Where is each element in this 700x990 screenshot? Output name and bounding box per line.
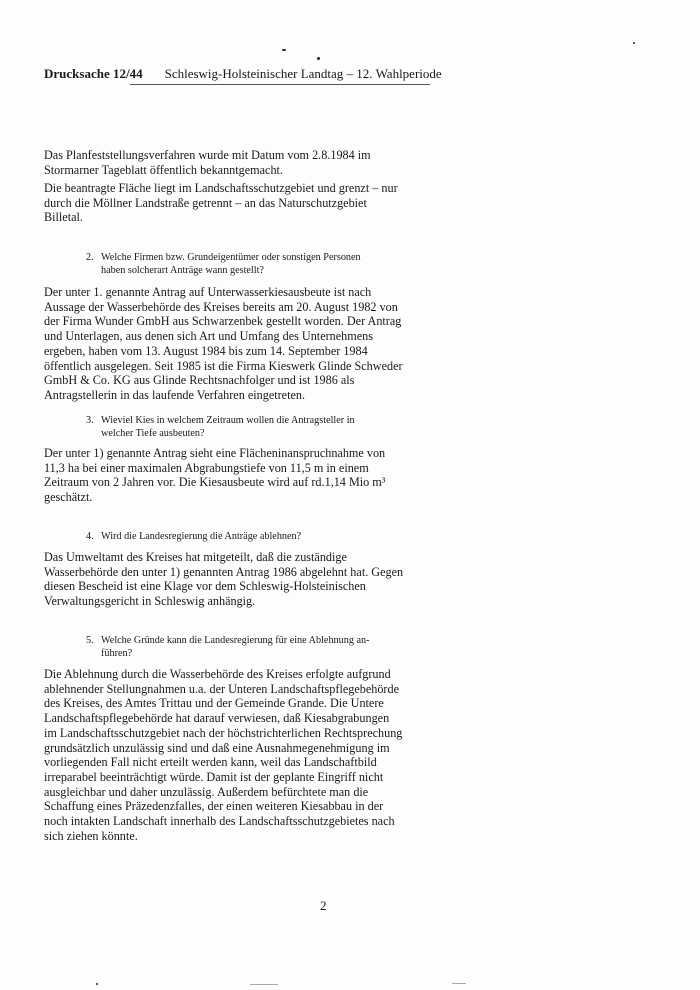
scan-speck [633,42,635,44]
question-text: führen? [101,647,133,659]
question-number: 3. [86,415,94,426]
answer-2: Der unter 1. genannte Antrag auf Unterwasserkiesausbeute ist nach Aussage der Wasserbehörde des Kreises bereits am 20. August 1982 von der Firma Wunder GmbH aus Schwarzenbek gestellt worden. Der Antrag und Unterlagen, aus denen sich Art und Umfang des Unternehmens ergeben, haben vom 13. August 1984 bis zum 14. September 1984 öffentlich ausgelegen. Seit 1985 ist die Firma Kieswerk Glinde Schweder GmbH & Co. KG aus Glinde Rechtsnachfolger und ist 1986 als Antragstellerin in das laufende Verfahren eingetreten. [44,285,403,402]
question-text: welcher Tiefe ausbeuten? [101,427,205,439]
question-5 [88,635,404,660]
answer-5: Die Ablehnung durch die Wasserbehörde des Kreises erfolgte aufgrund ablehnender Stellungnahmen u.a. der Unteren Landschaftspflegebehörde des Kreises, des Amtes Trittau und der Gemeinde Grande. Die Untere Landschaftspflegebehörde hat darauf verwiesen, daß Kiesabgrabungen im Landschaftsschutzgebiet nach der höchstrichterlichen Rechtsprechung grundsätzlich unzulässig sind und daß eine Ausnahmegenehmigung im vorliegenden Fall nicht erteilt werden kann, weil das Landschaftbild irreparabel beeinträchtigt würde. Damit ist der geplante Eingriff nicht ausgleichbar und daher unzulässig. Außerdem befürchtete man die Schaffung eines Präzedenzfalles, der einen weiteren Kiesabbau in der noch intakten Landschaft innerhalb des Landschaftsschutzgebietes nach sich ziehen könnte. [44,667,403,843]
question-3 [88,415,404,440]
header-rule [130,84,430,85]
question-text: haben solcherart Anträge wann gestellt? [101,264,264,276]
paragraph-area: Die beantragte Fläche liegt im Landschaftsschutzgebiet und grenzt – nur durch die Möllner Landstraße getrennt – an das Naturschutzgebiet Billetal. [44,181,398,225]
answer-3: Der unter 1) genannte Antrag sieht eine Flächeninanspruchnahme von 11,3 ha bei einer maximalen Abgrabungstiefe von 11,5 m in einem Zeitraum von 2 Jahren vor. Die Kiesausbeute wird auf rd.1,14 Mio m³ geschätzt. [44,446,386,505]
scan-speck [317,57,320,60]
scan-speck [96,983,98,985]
page-number: 2 [320,898,327,913]
paragraph-procedure: Das Planfeststellungsverfahren wurde mit Datum vom 2.8.1984 im Stormarner Tageblatt öffentlich bekanntgemacht. [44,148,371,177]
question-number: 2. [86,252,94,263]
question-text: Welche Firmen bzw. Grundeigentümer oder sonstigen Personen [101,252,361,263]
answer-4: Das Umweltamt des Kreises hat mitgeteilt, daß die zuständige Wasserbehörde den unter 1) genannten Antrag 1986 abgelehnt hat. Gegen diesen Bescheid ist eine Klage vor dem Schleswig-Holsteinischen Verwaltungsgericht in Schleswig anhängig. [44,550,404,609]
question-text: Welche Gründe kann die Landesregierung für eine Ablehnung an- [101,635,370,646]
scan-speck [282,49,286,51]
question-number: 4. [86,531,94,542]
document-number: Drucksache 12/44 [44,66,143,81]
question-2 [88,252,404,277]
question-number: 5. [86,635,94,646]
scan-speck [250,984,278,985]
page-header [44,66,444,82]
question-4 [88,531,404,544]
question-text: Wieviel Kies in welchem Zeitraum wollen die Antragsteller in [101,415,355,426]
question-text: Wird die Landesregierung die Anträge ablehnen? [101,531,302,542]
parliament-title: Schleswig-Holsteinischer Landtag – 12. Wahlperiode [164,66,442,81]
scan-speck [452,983,466,984]
